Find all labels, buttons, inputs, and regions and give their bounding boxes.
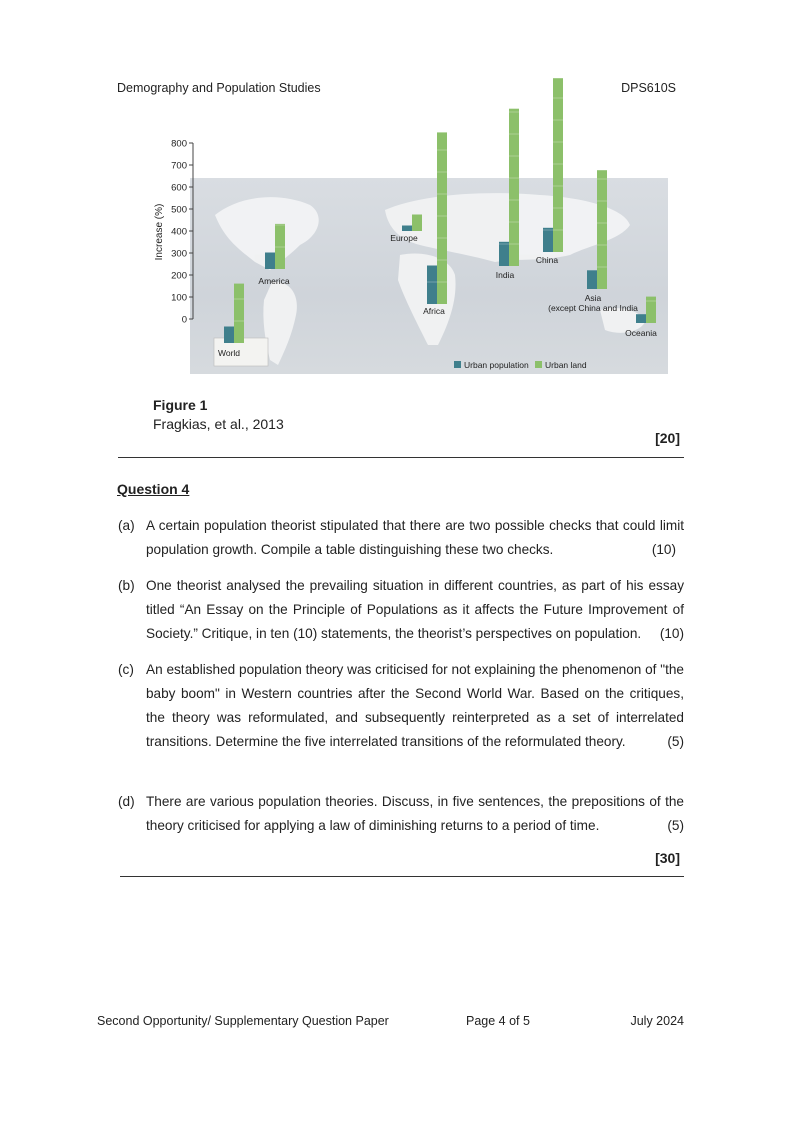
legend-swatch [535, 361, 542, 368]
bar-urban-population [427, 266, 437, 305]
bar-urban-land [509, 109, 519, 266]
category-label: India [495, 270, 515, 280]
part-marks: (10) [651, 542, 676, 557]
part-marks: (5) [667, 734, 684, 749]
y-axis [154, 139, 193, 326]
footer-paper-type: Second Opportunity/ Supplementary Question Paper [97, 1014, 389, 1028]
part-text: One theorist analysed the prevailing situation in different countries, as part of his essay titled “An Essay on the Principle of Populations as it affects the Future Improvement of Society.” Critique, in ten (10) statements, the theorist’s perspectives on population. [146, 578, 684, 641]
footer-date: July 2024 [630, 1014, 684, 1028]
bar-urban-land [553, 78, 563, 252]
bar-urban-population [499, 242, 509, 266]
bar-urban-land [275, 224, 285, 269]
legend-swatch [454, 361, 461, 368]
bar-urban-population [636, 314, 646, 323]
divider-bottom [120, 876, 684, 877]
bar-urban-population [402, 226, 412, 232]
question-part-b [118, 574, 684, 646]
y-tick-label: 500 [171, 204, 187, 216]
bar-urban-population [587, 270, 597, 289]
y-tick-label: 0 [181, 314, 187, 326]
part-text: There are various population theories. Discuss, in five sentences, the prepositions of the theory criticised for applying a law of diminishing returns to a period of time. [146, 794, 684, 833]
figure-chart [0, 0, 794, 400]
part-text: An established population theory was criticised for not explaining the phenomenon of "the baby boom" in Western countries after the Second World War. Based on the critiques, the theory was reformulated, and subsequently reinterpreted as a set of interrelated transitions. Determine the five interrelated transitions of the reformulated theory. [146, 662, 684, 749]
bar-urban-population [224, 327, 234, 344]
bar-urban-land [412, 215, 422, 232]
bar-urban-land [437, 132, 447, 304]
category-label: China [535, 255, 559, 265]
part-letter: (d) [118, 794, 135, 809]
legend-label: Urban land [545, 360, 587, 370]
legend [454, 360, 587, 370]
part-text: A certain population theorist stipulated that there are two possible checks that could limit population growth. Compile a table distinguishing these two checks. [146, 518, 684, 557]
divider-top [118, 457, 684, 458]
question-part-a [118, 514, 684, 562]
legend-label: Urban population [464, 360, 529, 370]
category-label: America [258, 276, 290, 286]
y-tick-label: 700 [171, 160, 187, 172]
y-axis-label: Increase (%) [154, 203, 165, 261]
figure-marks: [20] [655, 430, 680, 446]
question-part-d [118, 790, 684, 838]
question-total-marks: [30] [655, 850, 680, 866]
course-title: Demography and Population Studies [117, 81, 321, 95]
y-tick-label: 600 [171, 182, 187, 194]
y-tick-label: 100 [171, 292, 187, 304]
part-marks: (10) [659, 626, 684, 641]
category-label: Oceania [625, 328, 657, 338]
part-marks: (5) [667, 818, 684, 833]
category-label: Asia [584, 293, 602, 303]
y-tick-label: 300 [171, 248, 187, 260]
category-label: Africa [423, 306, 445, 316]
category-label: (except China and India [548, 303, 638, 313]
bar-urban-population [265, 253, 275, 270]
part-letter: (a) [118, 518, 135, 533]
figure-source: Fragkias, et al., 2013 [153, 416, 284, 432]
bar-urban-land [597, 170, 607, 289]
course-code: DPS610S [621, 81, 676, 95]
figure-title: Figure 1 [153, 397, 208, 413]
continent-south-america [263, 282, 297, 365]
part-letter: (c) [118, 662, 134, 677]
category-label: World [217, 348, 241, 358]
bar-urban-land [234, 284, 244, 343]
y-tick-label: 400 [171, 226, 187, 238]
y-tick-label: 800 [171, 138, 187, 150]
bar-urban-population [543, 228, 553, 252]
question-part-c [118, 658, 684, 754]
part-letter: (b) [118, 578, 135, 593]
question-title: Question 4 [117, 481, 190, 497]
bar-urban-land [646, 297, 656, 323]
footer-page-number: Page 4 of 5 [466, 1014, 530, 1028]
category-label: Europe [390, 233, 418, 243]
y-tick-label: 200 [171, 270, 187, 282]
